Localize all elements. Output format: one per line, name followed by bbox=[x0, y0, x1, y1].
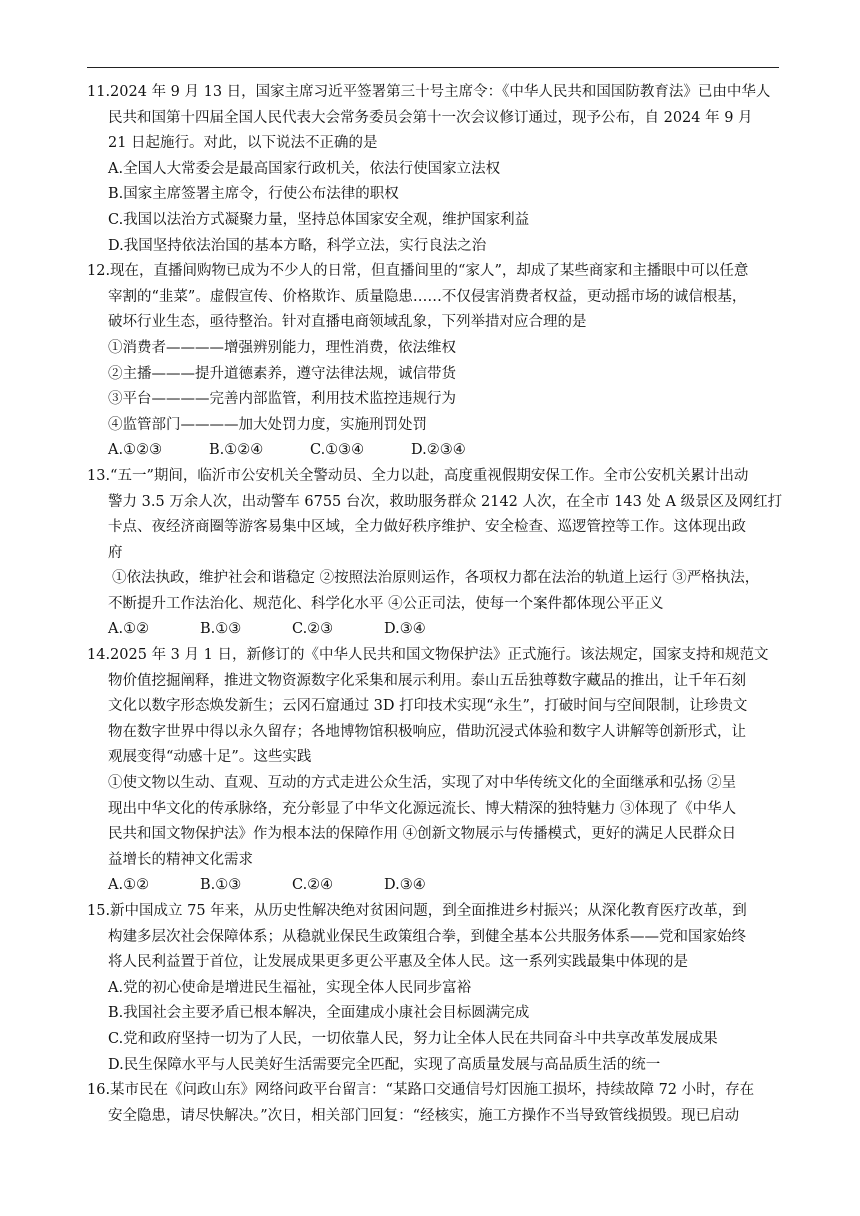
question-stem-line: 破坏行业生态，亟待整治。针对直播电商领域乱象，下列举措对应合理的是 bbox=[108, 314, 587, 331]
question-stem-line: 15.新中国成立 75 年来，从历史性解决绝对贫困问题，到全面推进乡村振兴；从深化教育医疗改革，到 bbox=[87, 903, 747, 919]
question-stem-line: 民共和国第十四届全国人民代表大会常务委员会第十一次会议修订通过，现予公布，自 2024 年 9 月 bbox=[108, 109, 753, 126]
option-c: C.①③④ bbox=[310, 442, 365, 459]
statement-line: ①使文物以生动、直观、互动的方式走进公众生活，实现了对中华传统文化的全面继承和弘扬 ②呈 bbox=[108, 775, 737, 792]
option-d: D.我国坚持依法治国的基本方略，科学立法，实行良法之治 bbox=[108, 237, 487, 254]
statement-item: ④监管部门————加大处罚力度，实施刑罚处罚 bbox=[108, 416, 427, 433]
option-b: B.国家主席签署主席令，行使公布法律的职权 bbox=[108, 186, 399, 203]
question-14 bbox=[87, 643, 787, 899]
option-c: C.②④ bbox=[292, 877, 334, 894]
statement-line: 现出中华文化的传承脉络，充分彰显了中华文化源远流长、博大精深的独特魅力 ③体现了《中华人 bbox=[108, 800, 737, 817]
option-a: A.全国人大常委会是最高国家行政机关，依法行使国家立法权 bbox=[108, 160, 501, 177]
option-c: C.党和政府坚持一切为了人民，一切依靠人民，努力让全体人民在共同奋斗中共享改革发展成果 bbox=[108, 1030, 718, 1047]
question-stem-line: 安全隐患，请尽快解决。”次日，相关部门回复：“经核实，施工方操作不当导致管线损毁。现已启动 bbox=[108, 1107, 740, 1124]
question-stem-line: 16.某市民在《问政山东》网络问政平台留言：“某路口交通信号灯因施工损坏，持续故障 72 小时，存在 bbox=[87, 1082, 755, 1099]
question-15 bbox=[87, 899, 787, 1078]
option-d: D.③④ bbox=[384, 621, 426, 638]
statement-line: ①依法执政，维护社会和谐稳定 ②按照法治原则运作，各项权力都在法治的轨道上运行 ③严格执法， bbox=[112, 570, 760, 587]
question-stem-line: 警力 3.5 万余人次，出动警车 6755 台次，救助服务群众 2142 人次，在全市 143 处 A 级景区及网红打 bbox=[108, 493, 783, 510]
header-rule bbox=[87, 67, 779, 68]
question-11 bbox=[87, 80, 787, 259]
question-stem-line: 构建多层次社会保障体系；从稳就业保民生政策组合拳，到健全基本公共服务体系——党和国家始终 bbox=[108, 928, 746, 945]
statement-item: ③平台————完善内部监管，利用技术监控违规行为 bbox=[108, 391, 456, 408]
question-stem-line: 12.现在，直播间购物已成为不少人的日常，但直播间里的“家人”，却成了某些商家和主播眼中可以任意 bbox=[87, 263, 749, 280]
statement-item: ②主播———提升道德素养，遵守法律法规，诚信带货 bbox=[108, 365, 456, 382]
question-stem-line: 观展变得“动感十足”。这些实践 bbox=[108, 749, 312, 766]
question-13 bbox=[87, 464, 787, 643]
option-c: C.我国以法治方式凝聚力量，坚持总体国家安全观，维护国家利益 bbox=[108, 211, 530, 228]
question-12 bbox=[87, 259, 787, 464]
question-stem-line: 府 bbox=[108, 544, 123, 561]
options-row bbox=[87, 873, 787, 899]
option-b: B.①③ bbox=[200, 877, 242, 894]
option-a: A.①②③ bbox=[108, 442, 163, 459]
question-stem-line: 文化以数字形态焕发新生；云冈石窟通过 3D 打印技术实现“永生”，打破时间与空间限制，让珍贵文 bbox=[108, 698, 748, 715]
option-c: C.②③ bbox=[292, 621, 334, 638]
question-stem-line: 物在数字世界中得以永久留存；各地博物馆积极响应，借助沉浸式体验和数字人讲解等创新形式，让 bbox=[108, 723, 746, 740]
question-stem-line: 21 日起施行。对此，以下说法不正确的是 bbox=[108, 135, 378, 152]
statement-line: 益增长的精神文化需求 bbox=[108, 851, 253, 868]
question-stem-line: 宰割的“韭菜”。虚假宣传、价格欺诈、质量隐患……不仅侵害消费者权益，更动摇市场的诚信根基， bbox=[108, 288, 747, 305]
option-b: B.①③ bbox=[200, 621, 242, 638]
question-stem-line: 物价值挖掘阐释，推进文物资源数字化采集和展示利用。泰山五岳独尊数字藏品的推出，让千年石刻 bbox=[108, 672, 746, 689]
option-b: B.①②④ bbox=[209, 442, 264, 459]
option-d: D.民生保障水平与人民美好生活需要完全匹配，实现了高质量发展与高品质生活的统一 bbox=[108, 1056, 661, 1073]
options-row bbox=[87, 617, 787, 643]
question-stem-line: 11.2024 年 9 月 13 日，国家主席习近平签署第三十号主席令：《中华人民共和国国防教育法》已由中华人 bbox=[87, 84, 771, 100]
statement-item: ①消费者————增强辨别能力，理性消费，依法维权 bbox=[108, 339, 456, 356]
question-stem-line: 卡点、夜经济商圈等游客易集中区域，全力做好秩序维护、安全检查、巡逻管控等工作。这体现出政 bbox=[108, 519, 746, 536]
question-content bbox=[87, 80, 787, 1129]
option-d: D.③④ bbox=[384, 877, 426, 894]
question-stem-line: 14.2025 年 3 月 1 日，新修订的《中华人民共和国文物保护法》正式施行。该法规定，国家支持和规范文 bbox=[87, 647, 769, 664]
option-a: A.①② bbox=[108, 877, 150, 894]
question-stem-line: 将人民利益置于首位，让发展成果更多更公平惠及全体人民。这一系列实践最集中体现的是 bbox=[108, 954, 688, 971]
option-a: A.党的初心使命是增进民生福祉，实现全体人民同步富裕 bbox=[108, 979, 472, 996]
option-d: D.②③④ bbox=[411, 442, 466, 459]
statement-line: 民共和国文物保护法》作为根本法的保障作用 ④创新文物展示与传播模式，更好的满足人民群众日 bbox=[108, 826, 737, 843]
question-16 bbox=[87, 1078, 787, 1129]
statement-line: 不断提升工作法治化、规范化、科学化水平 ④公正司法，使每一个案件都体现公平正义 bbox=[108, 595, 664, 612]
option-b: B.我国社会主要矛盾已根本解决，全面建成小康社会目标圆满完成 bbox=[108, 1005, 530, 1022]
options-row bbox=[87, 438, 787, 464]
question-stem-line: 13.“五一”期间，临沂市公安机关全警动员、全力以赴，高度重视假期安保工作。全市公安机关累计出动 bbox=[87, 467, 749, 484]
option-a: A.①② bbox=[108, 621, 150, 638]
